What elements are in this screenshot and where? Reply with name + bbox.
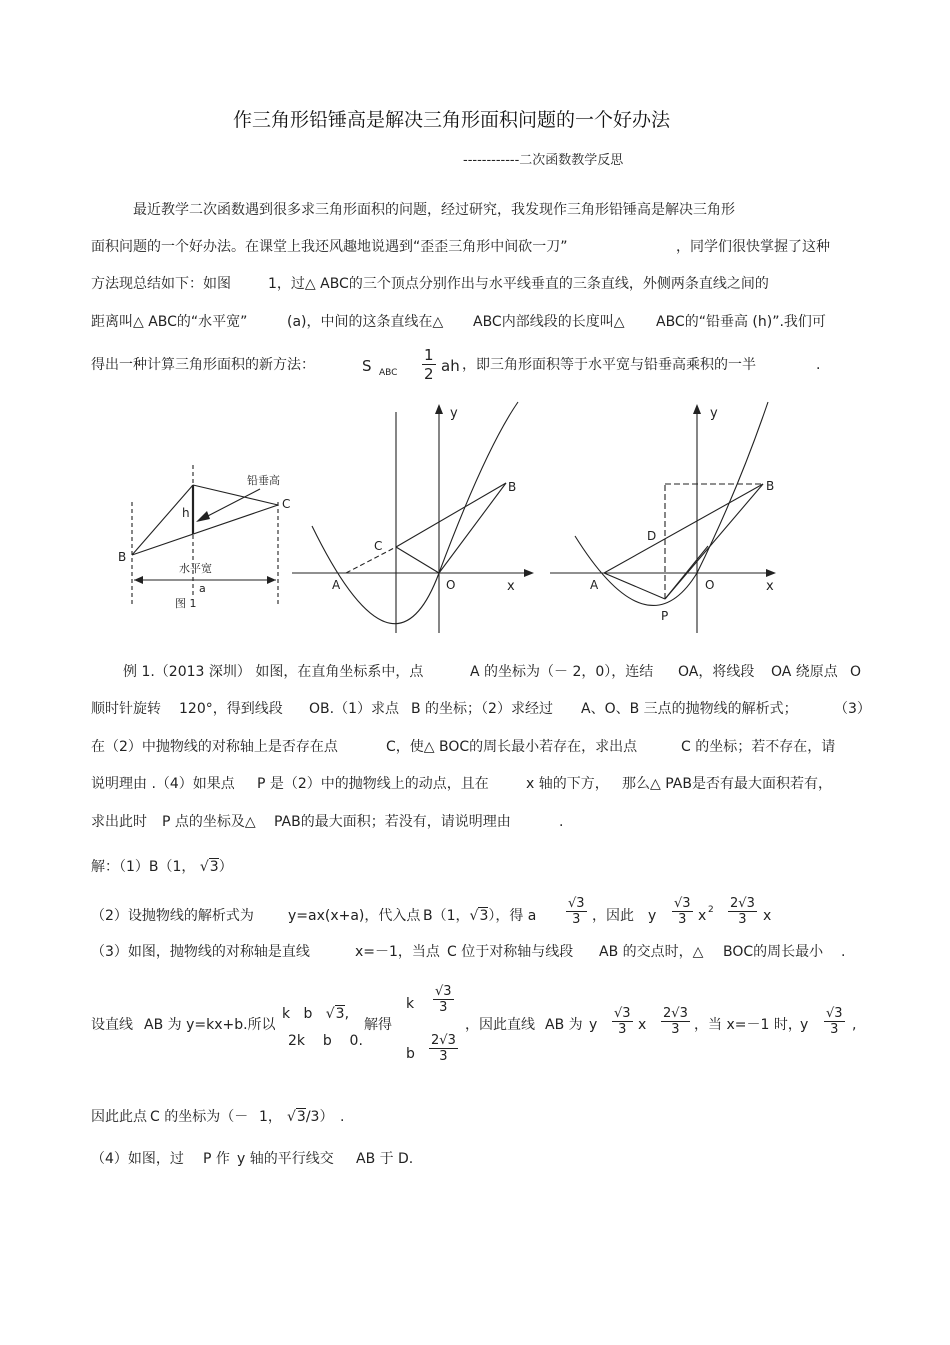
label-a: a	[199, 582, 206, 595]
formula-num: 1	[424, 346, 434, 364]
sol2-y: y	[648, 908, 657, 924]
sol2-e: ，因此	[592, 908, 634, 924]
x-arrow	[524, 569, 534, 577]
intro-line-5c: .	[816, 357, 821, 373]
intro-line-5b: ，即三角形面积等于水平宽与铅垂高乘积的一半	[462, 357, 756, 373]
example-line-2c: OB.（1）求点	[309, 701, 399, 717]
width-arrow-left	[134, 576, 143, 584]
label-c: C	[374, 539, 383, 553]
sol2-sup: 2	[708, 905, 714, 915]
example-line-5d: .	[559, 814, 564, 830]
sol4-e: D.	[398, 1151, 414, 1167]
label-y: y	[450, 406, 458, 421]
example-line-5c: PAB的最大面积；若没有，请说明理由	[274, 814, 511, 830]
example-line-2b: 120°，得到线段	[179, 701, 283, 717]
width-arrow-right	[267, 576, 276, 584]
intro-line-1: 最近教学二次函数遇到很多求三角形面积的问题，经过研究，我发现作三角形铅锤高是解决三角形	[133, 202, 735, 218]
pointer-arrowhead	[196, 511, 210, 522]
sol3b-solve: 解得	[364, 1017, 392, 1033]
label-o: O	[705, 578, 715, 592]
figure-2	[290, 400, 540, 635]
figure-3	[548, 400, 798, 635]
example-line-4a: 说明理由 .（4）如果点	[91, 776, 235, 792]
sol3c-c: 1，	[259, 1109, 282, 1125]
segment-co	[396, 547, 439, 573]
sol2-c: B（1，√3），得 a	[423, 908, 537, 924]
sol3-f: .	[841, 944, 846, 960]
sol3c-e: .	[340, 1109, 345, 1125]
example-line-1c: OA，将线段	[678, 664, 755, 680]
sol3-a: （3）如图，抛物线的对称轴是直线	[91, 944, 310, 960]
line-coef2: $\frac{2√3}{3}$	[663, 1006, 688, 1037]
label-width: 水平宽	[179, 562, 212, 575]
formula-den: 2	[424, 365, 434, 383]
label-a: A	[332, 578, 341, 592]
label-p: P	[661, 609, 669, 623]
sol3-b: x=－1，当点	[355, 944, 440, 960]
sol3b-a: 设直线	[91, 1017, 133, 1033]
y-arrow	[693, 404, 701, 414]
sol1-a: 解：（1）B（1，	[91, 859, 196, 875]
solution-b-frac: $\frac{2√3}{3}$	[431, 1033, 456, 1064]
example-line-1d: OA 绕原点	[771, 664, 838, 680]
parabola	[575, 402, 768, 605]
intro-line-4d: ABC的“铅垂高 (h)”.我们可	[656, 314, 826, 330]
sol4-a: （4）如图，过	[91, 1151, 184, 1167]
parabola	[312, 402, 518, 624]
sol3c-b: C 的坐标为（－	[150, 1109, 249, 1125]
label-h: h	[182, 506, 190, 520]
label-a: A	[590, 578, 599, 592]
sol4-c: y 轴的平行线交	[237, 1151, 334, 1167]
example-line-3a: 在（2）中抛物线的对称轴上是否存在点	[91, 739, 338, 755]
example-line-1e: O	[850, 664, 862, 680]
sol3b-line: ，因此直线	[465, 1017, 535, 1033]
intro-line-2: 面积问题的一个好办法。在课堂上我还风趣地说遇到“歪歪三角形中间砍一刀”	[91, 239, 568, 255]
formula-sub: ABC	[379, 368, 398, 378]
sol3c-a: 因此此点	[91, 1109, 147, 1125]
intro-line-3: 方法现总结如下：如图	[91, 276, 231, 292]
system-row2: 2k b 0.	[288, 1033, 363, 1049]
sol3-e: BOC的周长最小	[723, 944, 824, 960]
sol2-x: x	[763, 908, 772, 924]
intro-line-4b: (a)，中间的这条直线在△	[287, 314, 444, 330]
intro-line-5: 得出一种计算三角形面积的新方法：	[91, 357, 315, 373]
label-x: x	[507, 579, 515, 594]
example-line-2a: 顺时针旋转	[91, 701, 161, 717]
label-x: x	[766, 579, 774, 594]
sol3b-end: ,	[852, 1017, 857, 1033]
label-height: 铅垂高	[247, 474, 280, 487]
line-coef1: $\frac{√3}{3}$	[614, 1006, 631, 1037]
fraction-a: $\frac{√3}{3}$	[568, 896, 585, 927]
sol3b-b: AB 为 y=kx+b.所以	[144, 1017, 276, 1033]
label-y: y	[710, 406, 718, 421]
example-line-2d: B 的坐标；（2）求经过	[411, 701, 553, 717]
segment-cb	[396, 483, 506, 547]
figure-caption: 图 1	[175, 597, 197, 610]
sol3b-when: ，当 x=－1 时，	[694, 1017, 802, 1033]
label-d: D	[647, 529, 657, 543]
fraction-coef1: $\frac{√3}{3}$	[674, 896, 691, 927]
example-line-2f: （3）	[834, 701, 871, 717]
sol2-x2: x	[698, 908, 707, 924]
sol3-d: AB 的交点时，△	[599, 944, 704, 960]
example-line-4b: P 是（2）中的抛物线上的动点，且在	[257, 776, 489, 792]
fraction-coef2: $\frac{2√3}{3}$	[730, 896, 755, 927]
label-c: C	[282, 497, 291, 511]
sol4-b: P 作	[203, 1151, 230, 1167]
sol3b-y2: y	[800, 1017, 809, 1033]
sol3b-ab: AB 为	[545, 1017, 583, 1033]
solution-k-frac: $\frac{√3}{3}$	[435, 984, 452, 1015]
label-o: O	[446, 578, 456, 592]
example-line-4c: x 轴的下方，	[526, 776, 609, 792]
segment-ab	[604, 484, 763, 573]
sqrt-3: √3	[469, 908, 489, 924]
example-line-3b: C，使△ BOC的周长最小若存在，求出点	[386, 739, 638, 755]
figure-1	[110, 455, 300, 615]
segment-ob	[439, 483, 506, 573]
intro-line-4c: ABC内部线段的长度叫△	[473, 314, 625, 330]
subtitle: ------------二次函数教学反思	[463, 153, 624, 168]
example-line-3c: C 的坐标；若不存在，请	[681, 739, 836, 755]
page-title: 作三角形铅锤高是解决三角形面积问题的一个好办法	[233, 109, 671, 131]
sol3c-value: √3/3）	[287, 1109, 334, 1125]
intro-line-2b: ，同学们很快掌握了这种	[676, 239, 830, 255]
system-row1: k b √3,	[282, 1006, 350, 1022]
example-line-1b: A 的坐标为（－ 2，0），连结	[470, 664, 654, 680]
example-line-5a: 求出此时	[91, 814, 147, 830]
example-line-2e: A、O、B 三点的抛物线的解析式；	[581, 701, 798, 717]
solution-b: b	[406, 1046, 415, 1062]
sol3b-x: x	[638, 1017, 647, 1033]
sol2-b: y=ax(x+a)，代入点	[288, 908, 421, 924]
sqrt-3: √3	[199, 859, 219, 875]
segment-ac	[346, 547, 396, 573]
formula-ah: ah	[441, 357, 460, 375]
solution-k: k	[406, 996, 415, 1012]
intro-line-3b: 1，过△ ABC的三个顶点分别作出与水平线垂直的三条直线，外侧两条直线之间的	[268, 276, 769, 292]
example-line-5b: P 点的坐标及△	[162, 814, 256, 830]
sol2-a: （2）设抛物线的解析式为	[91, 908, 254, 924]
example-line-1a: 例 1.（2013 深圳） 如图，在直角坐标系中，点	[123, 664, 424, 680]
sol3b-y: y	[589, 1017, 598, 1033]
formula-fraction	[422, 346, 436, 383]
formula-s: S	[362, 357, 372, 375]
y-value-frac: $\frac{√3}{3}$	[826, 1006, 843, 1037]
label-b: B	[766, 479, 775, 493]
y-arrow	[435, 404, 443, 414]
sol3-c: C 位于对称轴与线段	[447, 944, 574, 960]
x-arrow	[766, 569, 776, 577]
sol1-b: ）	[218, 859, 233, 875]
sol1-text	[91, 860, 233, 874]
label-b: B	[508, 480, 517, 494]
label-b: B	[118, 550, 127, 564]
example-line-4d: 那么△ PAB是否有最大面积若有，	[622, 776, 832, 792]
sol4-d: AB 于	[356, 1151, 394, 1167]
intro-line-4: 距离叫△ ABC的“水平宽”	[91, 314, 248, 330]
